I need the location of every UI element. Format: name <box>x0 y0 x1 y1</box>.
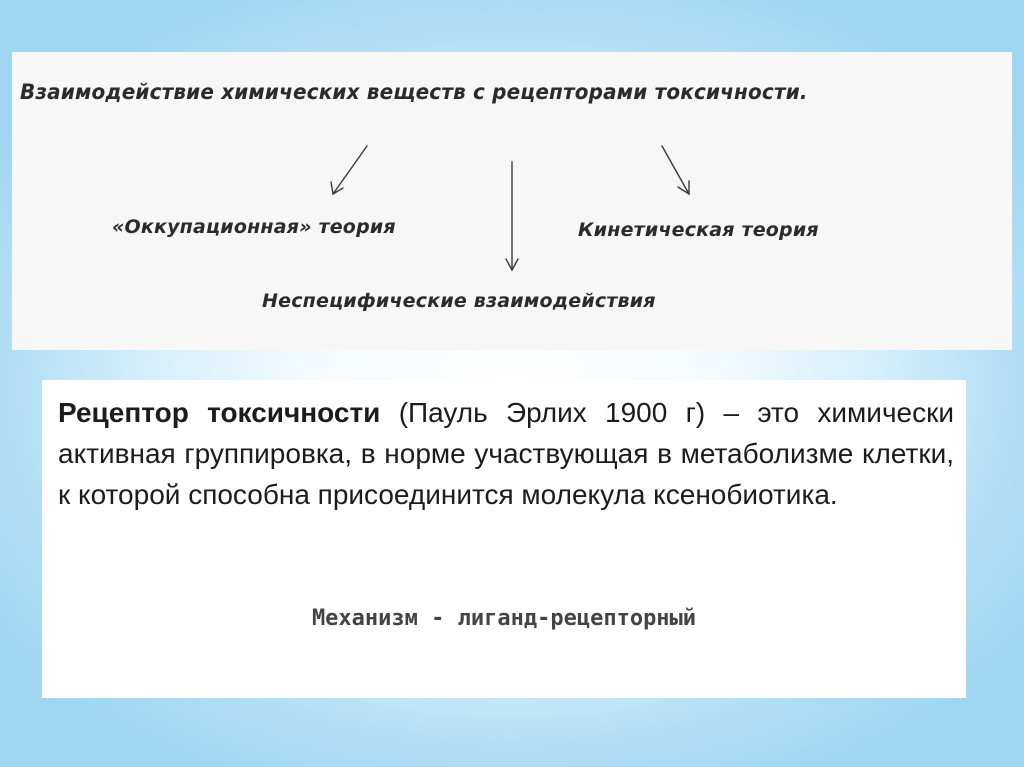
definition-body: (Пауль Эрлих 1900 г) – это химически активная группировка, в норме участвующая в метаболизме клетки, к которой способна присоединится молекула ксенобиотика. <box>58 397 954 510</box>
mechanism-line: Механизм - лиганд-рецепторный <box>311 606 697 631</box>
definition-term: Рецептор токсичности <box>58 397 381 428</box>
occupational-theory-label: «Оккупационная» теория <box>112 216 396 238</box>
definition-paragraph <box>58 392 954 515</box>
kinetic-theory-label: Кинетическая теория <box>578 219 819 241</box>
diagram-title: Взаимодействие химических веществ с рецепторами токсичности. <box>20 80 808 104</box>
definition-box <box>42 380 966 698</box>
nonspecific-interactions-label: Неспецифические взаимодействия <box>262 290 656 312</box>
